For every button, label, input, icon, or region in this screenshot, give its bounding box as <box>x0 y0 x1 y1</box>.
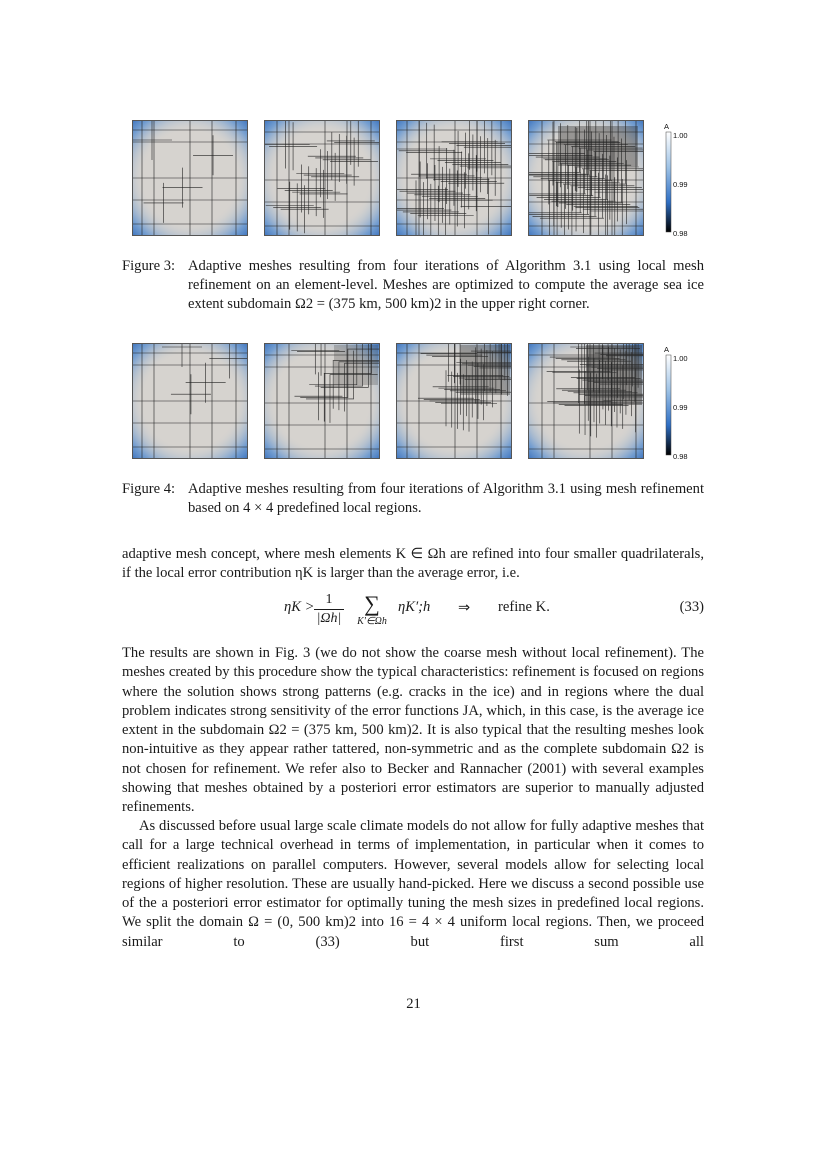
sum-symbol: ∑ <box>364 591 380 616</box>
equation-number: (33) <box>679 599 704 615</box>
caption-text: Adaptive meshes resulting from four iterations of Algorithm 3.1 using mesh refinement based on 4 × 4 predefined local regions. <box>188 481 704 516</box>
equation-result: refine K. <box>498 599 550 615</box>
results-paragraph-block <box>122 644 704 818</box>
equation-33 <box>122 592 704 638</box>
discussion-paragraph: As discussed before usual large scale climate models do not allow for fully adaptive meshes that call for a large technical overhead in terms of implementation, in particular when it comes to efficient realizations on parallel computers. However, several models allow for selecting local regions of higher resolution. These are usually hand-picked. Here we discuss a second possible use of the a posteriori error estimator for optimally tuning the mesh sizes in predefined local regions. We split the domain Ω = (0, 500 km)2 into 16 = 4 × 4 uniform local regions. Then, we proceed similar to (33) but first sum all <box>122 818 704 950</box>
figure-3-colorbar <box>132 120 702 238</box>
colorbar-title: A <box>664 122 670 131</box>
caption-text: Adaptive meshes resulting from four iterations of Algorithm 3.1 using local mesh refinement on an element-level. Meshes are optimized to compute the average sea ice extent subdomain Ω2 = (375 km, 500 km)2 in the upper right corner. <box>188 258 704 312</box>
page-number: 21 <box>406 996 421 1012</box>
colorbar-tick-bottom: 0.98 <box>673 452 688 461</box>
figure-4 <box>132 343 702 459</box>
figure-3-caption <box>122 257 704 314</box>
colorbar-gradient <box>666 132 671 232</box>
colorbar-tick-mid: 0.99 <box>673 403 688 412</box>
colorbar-tick-top: 1.00 <box>673 354 688 363</box>
colorbar-title: A <box>664 345 670 354</box>
caption-label: Figure 3: <box>122 258 176 274</box>
equation-lhs: ηK > <box>284 599 315 615</box>
sum-subscript: K′∈Ωh <box>357 616 387 627</box>
equation-sum <box>350 592 394 628</box>
colorbar-tick-bottom: 0.98 <box>673 229 688 238</box>
colorbar-tick-mid: 0.99 <box>673 180 688 189</box>
fraction-denominator: |Ωh| <box>316 611 342 626</box>
equation-implies: ⇒ <box>458 600 471 616</box>
equation-term: ηK′;h <box>398 599 431 615</box>
discussion-paragraph-block <box>122 817 704 952</box>
equation-fraction <box>314 592 344 627</box>
colorbar-gradient <box>666 355 671 455</box>
colorbar-tick-top: 1.00 <box>673 131 688 140</box>
results-paragraph: The results are shown in Fig. 3 (we do not show the coarse mesh without local refinement). The meshes created by this procedure show the typical characteristics: refinement is focused on regions where the solution shows strong patterns (e.g. cracks in the ice) and in regions where the dual problem indicates strong sensitivity of the error functions JA, which, in this case, is the average ice extent in the subdomain Ω2 = (375 km, 500 km)2. It is also typical that the resulting meshes look non-intuitive as they appear rather tattered, non-symmetric and as the complete subdomain Ω2 is not chosen for refinement. We refer also to Becker and Rannacher (2001) with several examples showing that meshes obtained by a posteriori error estimators are superior to manually adjusted refinements. <box>122 645 704 816</box>
figure-4-caption <box>122 480 704 518</box>
figure-4-colorbar <box>132 343 702 461</box>
fraction-bar <box>314 609 344 610</box>
caption-label: Figure 4: <box>122 481 176 497</box>
figure-3 <box>132 120 702 236</box>
intro-paragraph: adaptive mesh concept, where mesh elements K ∈ Ωh are refined into four smaller quadrilaterals, if the local error contribution ηK is larger than the average error, i.e. <box>122 546 704 582</box>
fraction-numerator: 1 <box>325 592 333 607</box>
intro-paragraph-block <box>122 545 704 584</box>
